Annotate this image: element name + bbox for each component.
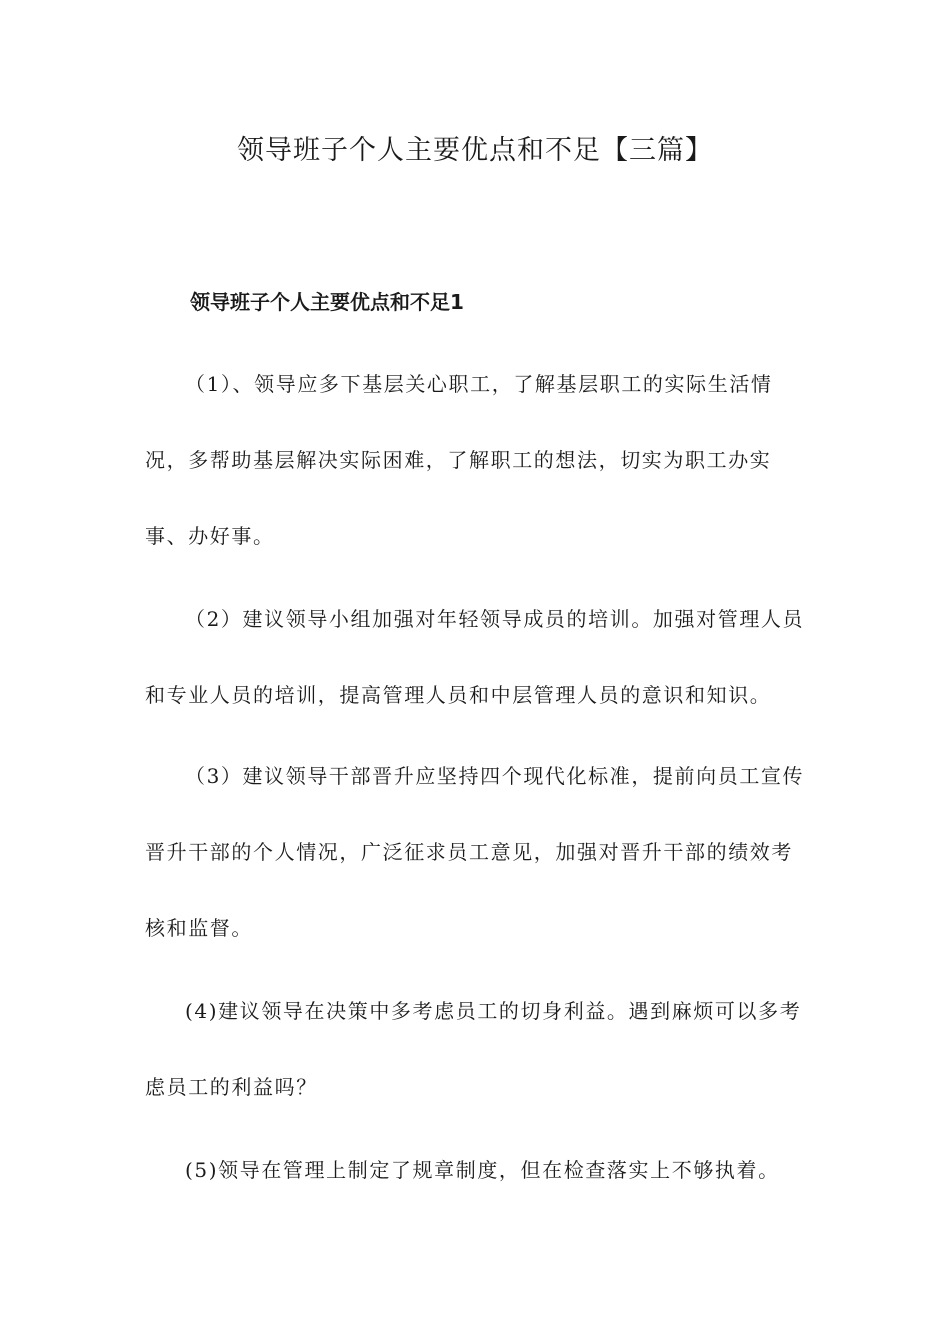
paragraph-1: （1）、领导应多下基层关心职工，了解基层职工的实际生活情况，多帮助基层解决实际困难，了解职工的想法，切实为职工办实事、办好事。 (145, 372, 773, 548)
paragraph-5: (5)领导在管理上制定了规章制度，但在检查落实上不够执着。 (185, 1158, 780, 1182)
section-heading: 领导班子个人主要优点和不足1 (190, 290, 464, 314)
paragraph-4: (4)建议领导在决策中多考虑员工的切身利益。遇到麻烦可以多考虑员工的利益吗？ (145, 999, 802, 1099)
document-title: 领导班子个人主要优点和不足【三篇】 (237, 135, 713, 166)
paragraph-2: （2）建议领导小组加强对年轻领导成员的培训。加强对管理人员和专业人员的培训，提高管理人员和中层管理人员的意识和知识。 (145, 607, 805, 707)
paragraph-3: （3）建议领导干部晋升应坚持四个现代化标准，提前向员工宣传晋升干部的个人情况，广泛征求员工意见，加强对晋升干部的绩效考核和监督。 (145, 764, 805, 940)
